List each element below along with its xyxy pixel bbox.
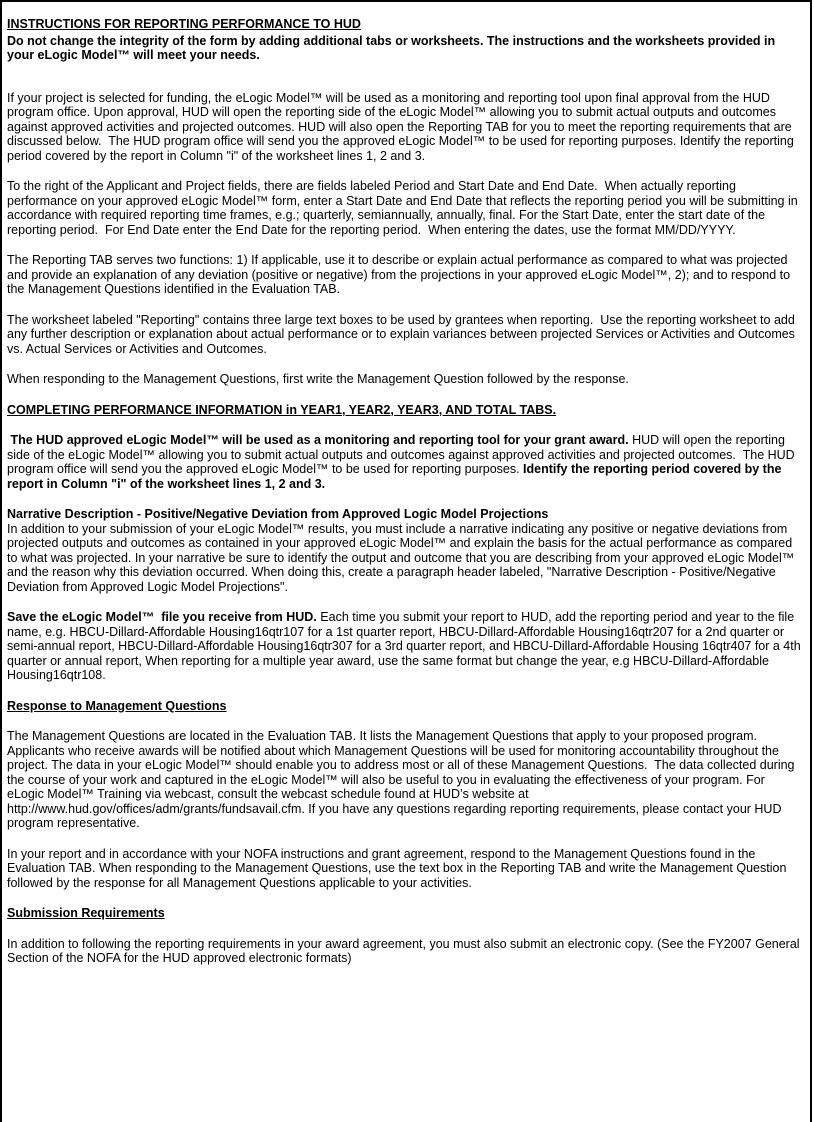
narrative-deviation-body: In addition to your submission of your eLogic Model™ results, you must include a narrative indicating any positive or negative deviations from projected outputs and outcomes as contained in your approved eLogic Model™ and explain the basis for the actual performance as compared to what was projected. In your narrative be sure to identify the output and outcome that you are describing from your approved eLogic Model™ and the reason why this deviation occurred. When doing this, create a paragraph header labeled, "Narrative Description - Positive/Negative Deviation from Approved Logic Model Projections". bbox=[7, 521, 798, 594]
paragraph-integrity-warning: Do not change the integrity of the form by adding additional tabs or worksheets. The instructions and the worksheets provided in your eLogic Model™ will meet your needs. bbox=[7, 33, 779, 62]
paragraph-reporting-worksheet: The worksheet labeled "Reporting" contains three large text boxes to be used by grantees when reporting. Use the reporting worksheet to add any further description or explanation about actual performance or to explain variances between projected Services or Activities and Outcomes vs. Actual Services or Activities and Outcomes. bbox=[7, 312, 799, 356]
bold-lead-hud-approved: The HUD approved eLogic Model™ will be used as a monitoring and reporting tool for your grant award. bbox=[7, 433, 629, 447]
body-hud-approved: HUD will open the reporting side of the eLogic Model™ allowing you to submit actual outputs and outcomes against approved activities and projected outcomes. The HUD program office will send you the approved eLogic Model™ to be used for reporting purposes. bbox=[7, 433, 799, 476]
paragraph-management-questions-located: The Management Questions are located in the Evaluation TAB. It lists the Management Questions that apply to your proposed program. Applicants who receive awards will be notified about which Management Questions will be used for monitoring accountability throughout the project. The data in your eLogic Model™ should enable you to address most or all of these Management Questions. The data collected during the course of your work and captured in the eLogic Model™ will also be useful to you in evaluating the effectiveness of your program. For eLogic Model™ Training via webcast, consult the webcast schedule found at HUD’s website at http://www.hud.gov/offices/adm/grants/fundsavail.cfm. If you have any questions regarding reporting requirements, please contact your HUD program representative. bbox=[7, 729, 798, 830]
paragraph-nofa-report: In your report and in accordance with your NOFA instructions and grant agreement, respond to the Management Questions found in the Evaluation TAB. When responding to the Management Questions, use the text box in the Reporting TAB and write the Management Question followed by the response for all Management Questions applicable to your activities. bbox=[7, 846, 790, 890]
paragraph-save-model-file bbox=[7, 610, 805, 683]
body-save-model: Each time you submit your report to HUD, add the reporting period and year to the file name, e.g. HBCU-Dillard-Affordable Housing16qtr107 for a 1st quarter report, HBCU-Dillard-Affordable Housing16qtr207 for a 2nd quarter or semi-annual report, HBCU-Dillard-Affordable Housing16qtr307 for a 3rd quarter report, and HBCU-Dillard-Affordable Housing 16qtr407 for a 4th quarter or annual report, When reporting for a multiple year award, use the same format but change the year, e.g HBCU-Dillard-Affordable Housing16qtr108. bbox=[7, 610, 805, 682]
bold-tail-identify-period: Identify the reporting period covered by the report in Column "i" of the worksheet lines 1, 2 and 3. bbox=[7, 462, 785, 491]
paragraph-respond-management-questions: When responding to the Management Questions, first write the Management Question followed by the response. bbox=[7, 372, 629, 386]
paragraph-period-start-end-dates: To the right of the Applicant and Project fields, there are fields labeled Period and Start Date and End Date. When actually reporting performance on your approved eLogic Model™ form, enter a Start Date and End Date that reflects the reporting period you will be submitting in accordance with required reporting time frames, e.g.; quarterly, semiannually, annually, final. For the Start Date, enter the start date of the reporting period. For End Date enter the End Date for the reporting period. When entering the dates, use the format MM/DD/YYYY. bbox=[7, 179, 802, 237]
heading-completing-performance: COMPLETING PERFORMANCE INFORMATION in YEAR1, YEAR2, YEAR3, AND TOTAL TABS. bbox=[7, 402, 557, 417]
paragraph-hud-approved-model bbox=[7, 433, 805, 491]
narrative-deviation-header: Narrative Description - Positive/Negative Deviation from Approved Logic Model Projections bbox=[7, 507, 549, 521]
heading-response-management-questions: Response to Management Questions bbox=[7, 698, 227, 713]
paragraph-submission-electronic-copy: In addition to following the reporting requirements in your award agreement, you must also submit an electronic copy. (See the FY2007 General Section of the NOFA for the HUD approved electronic formats) bbox=[7, 936, 804, 965]
heading-submission-requirements: Submission Requirements bbox=[7, 906, 165, 920]
paragraph-funding-selection: If your project is selected for funding, the eLogic Model™ will be used as a monitoring and reporting tool upon final approval from the HUD program office. Upon approval, HUD will open the reporting side of the eLogic Model™ allowing you to submit actual outputs and outcomes against approved activities and projected outcomes. HUD will also open the Reporting TAB for you to meet the reporting requirements that are discussed below. The HUD program office will send you the approved eLogic Model™ to be used for reporting purposes. Identify the reporting period covered by the report in Column "i" of the worksheet lines 1, 2 and 3. bbox=[7, 90, 798, 163]
paragraph-narrative-deviation bbox=[7, 507, 805, 594]
page-title: INSTRUCTIONS FOR REPORTING PERFORMANCE TO HUD bbox=[7, 17, 361, 31]
bold-lead-save-model: Save the eLogic Model™ file you receive from HUD. bbox=[7, 610, 317, 624]
paragraph-reporting-tab-functions: The Reporting TAB serves two functions: 1) If applicable, use it to describe or explain actual performance as compared to what was projected and provide an explanation of any deviation (positive or negative) from the projections in your approved eLogic Model™, 2); and to respond to the Management Questions identified in the Evaluation TAB. bbox=[7, 253, 794, 296]
